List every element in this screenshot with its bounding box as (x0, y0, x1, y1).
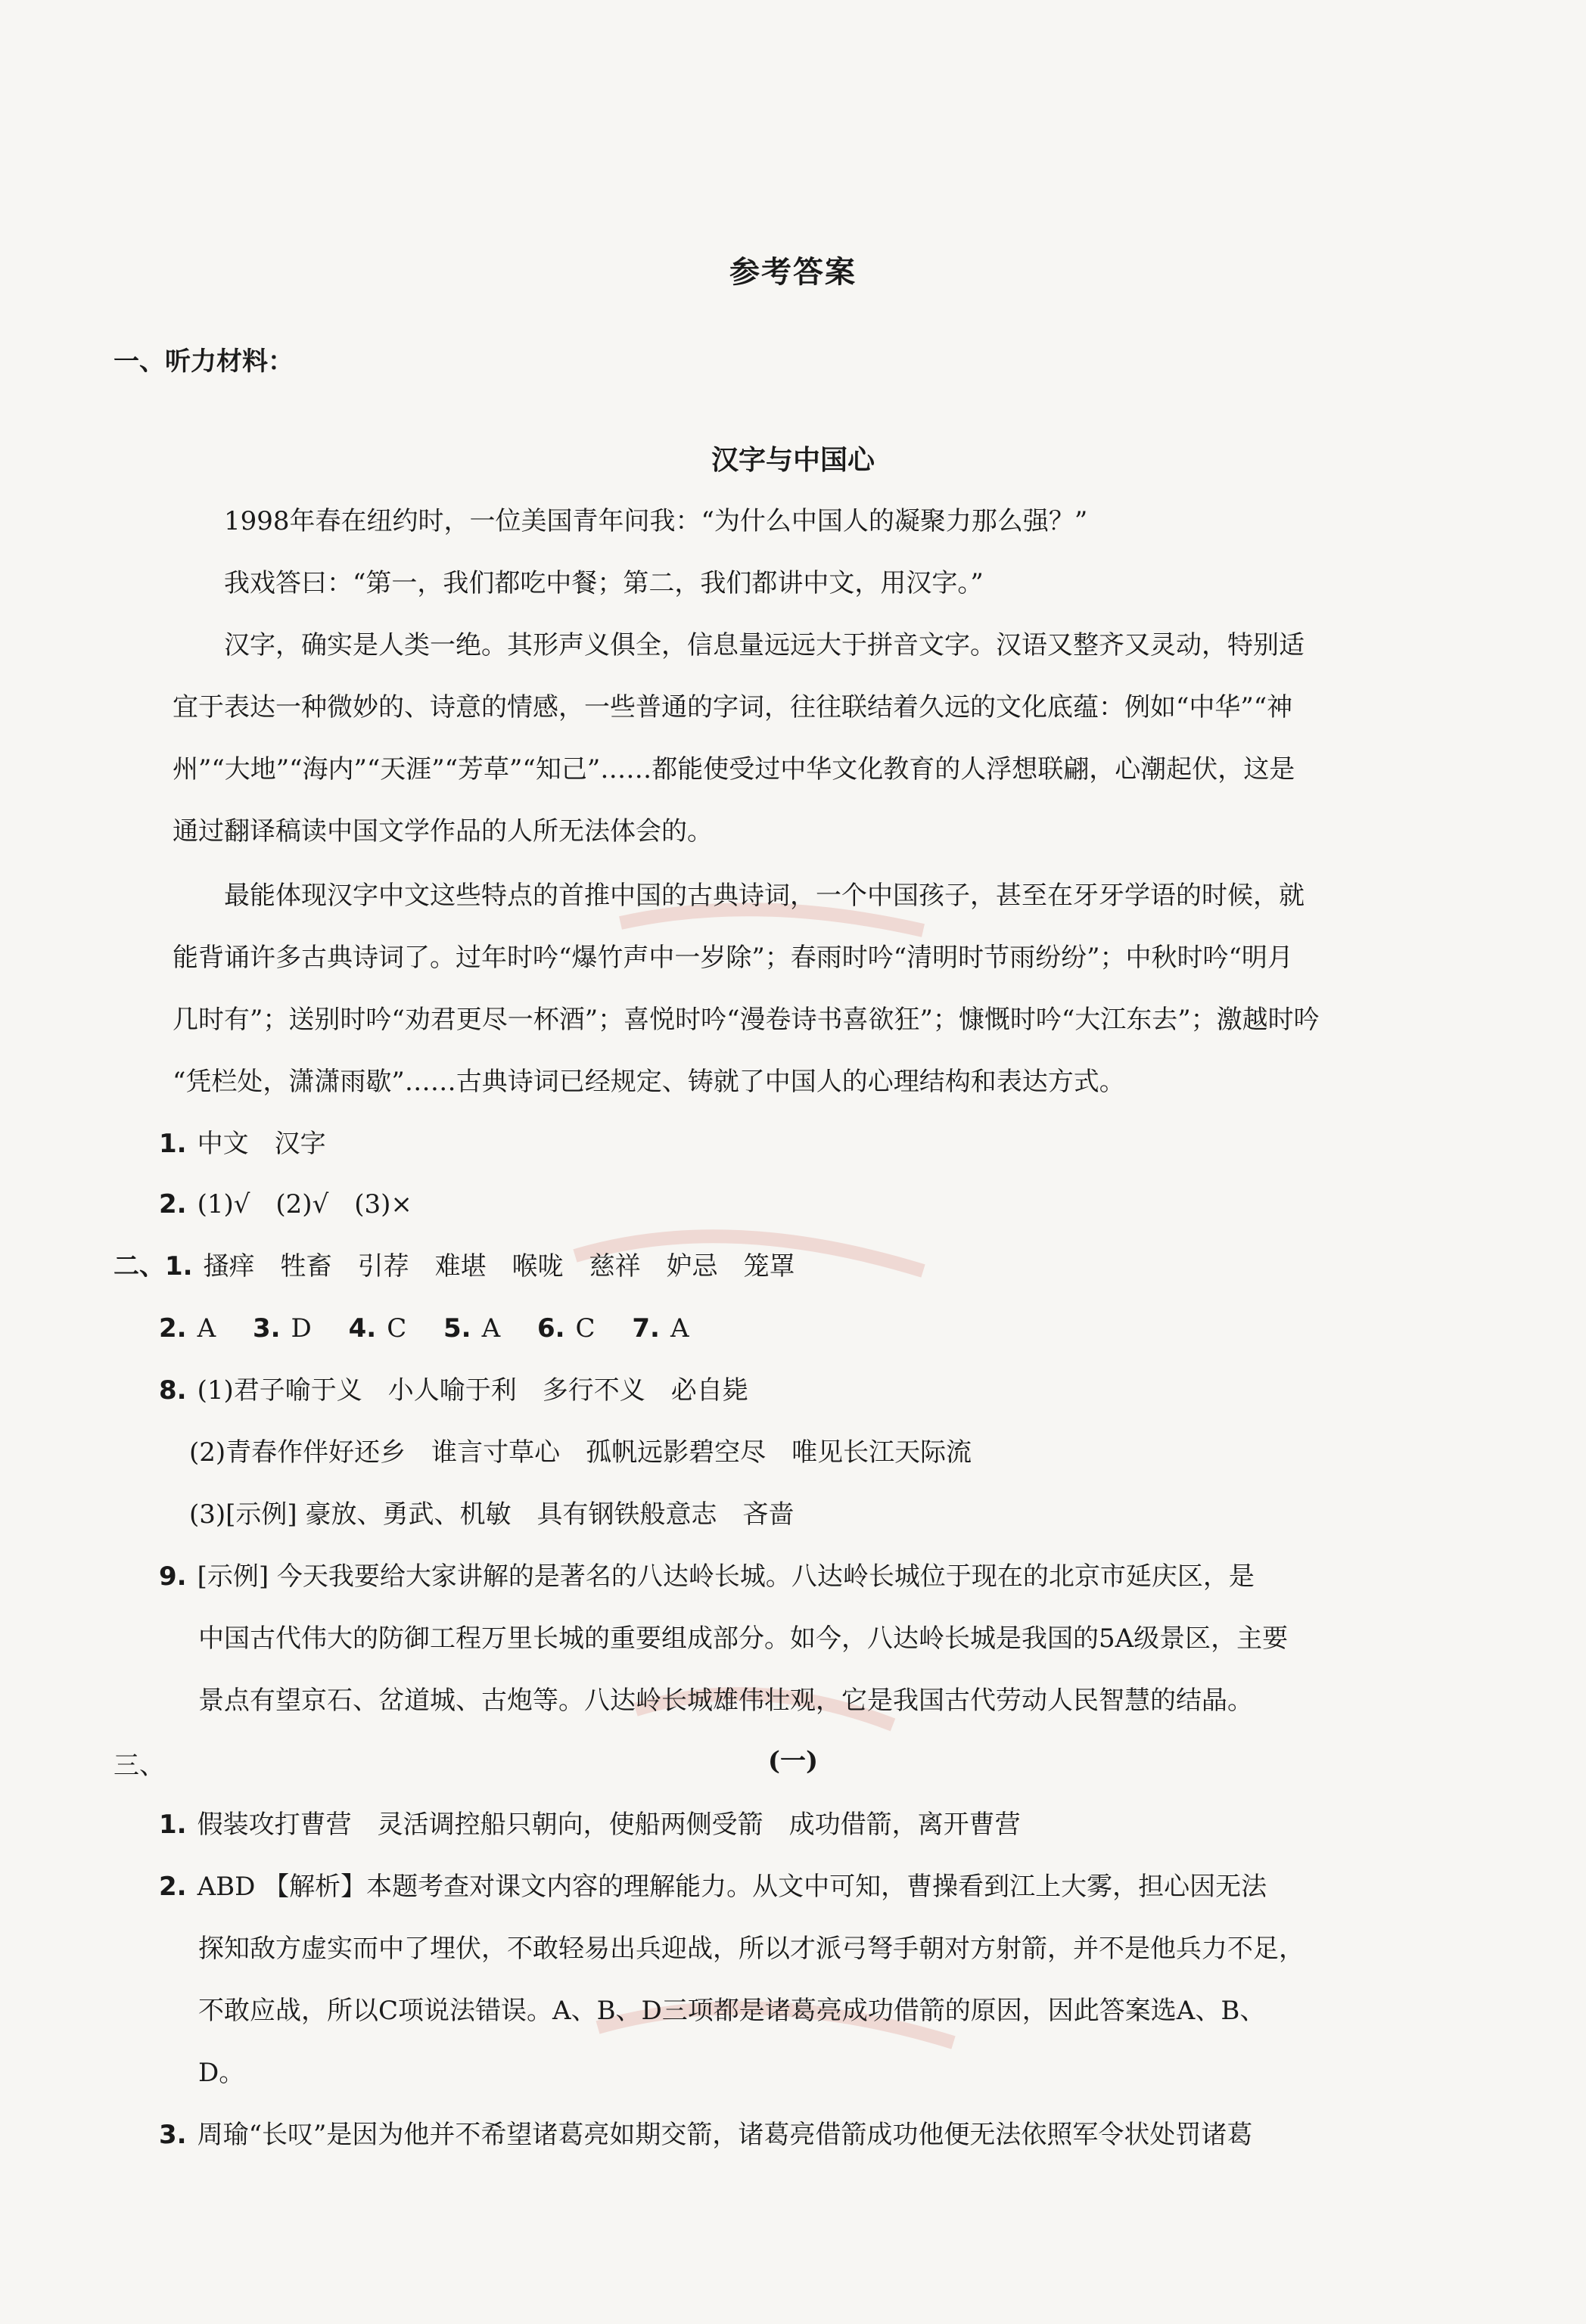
section-1-label: 一、听力材料： (114, 346, 294, 377)
answer-text: 周瑜“长叹”是因为他并不希望诸葛亮如期交箭，诸葛亮借箭成功他便无法依照军令状处罚诸葛 (197, 2120, 1253, 2150)
article-title: 汉字与中国心 (711, 445, 875, 476)
answer-item (159, 1372, 748, 1409)
question-number: 1. (165, 1251, 193, 1282)
article-line: 通过翻译稿读中国文学作品的人所无法体会的。 (173, 816, 713, 847)
section-3-label: 三、 (114, 1751, 165, 1781)
answer-item (114, 1248, 795, 1285)
answer-text: C (387, 1313, 407, 1344)
page-title: 参考答案 (729, 255, 857, 290)
answer-text: D。 (198, 2058, 245, 2088)
question-number: 4. (348, 1313, 377, 1344)
answer-text: 不敢应战，所以C项说法错误。A、B、D三项都是诸葛亮成功借箭的原因，因此答案选A、B、 (198, 1996, 1266, 2026)
answer-text: 探知敌方虚实而中了埋伏，不敢轻易出兵迎战，所以才派弓弩手朝对方射箭，并不是他兵力不足， (198, 1934, 1305, 1964)
answer-text: A (670, 1313, 689, 1344)
section-2-label: 二、 (114, 1251, 165, 1282)
answer-text: ABD 【解析】本题考查对课文内容的理解能力。从文中可知，曹操看到江上大雾，担心因无法 (197, 1872, 1267, 1902)
article-line: 汉字，确实是人类一绝。其形声义俱全，信息量远远大于拼音文字。汉语又整齐又灵动，特别适 (224, 630, 1305, 660)
question-number: 6. (536, 1313, 565, 1344)
question-number: 9. (159, 1561, 187, 1592)
answer-text: A (197, 1313, 216, 1344)
question-number: 2. (159, 1872, 187, 1902)
answer-text: (3)[示例] 豪放、勇武、机敏 具有钢铁般意志 吝啬 (189, 1499, 795, 1530)
answer-item (159, 2117, 1252, 2153)
answer-text: 中文 汉字 (197, 1129, 326, 1159)
article-line: 州”“大地”“海内”“天涯”“芳草”“知己”……都能使受过中华文化教育的人浮想联翩，心潮起伏，这是 (173, 754, 1295, 785)
answer-item (159, 1186, 412, 1223)
answer-text: [示例] 今天我要给大家讲解的是著名的八达岭长城。八达岭长城位于现在的北京市延庆区，是 (197, 1561, 1255, 1592)
answer-text: 景点有望京石、岔道城、古炮等。八达岭长城雄伟壮观，它是我国古代劳动人民智慧的结晶。 (198, 1686, 1253, 1716)
answer-text: 中国古代伟大的防御工程万里长城的重要组成部分。如今，八达岭长城是我国的5A级景区，主要 (198, 1623, 1289, 1654)
question-number: 3. (159, 2120, 187, 2150)
question-number: 1. (159, 1129, 187, 1159)
question-number: 3. (252, 1313, 281, 1344)
article-line: 宜于表达一种微妙的、诗意的情感，一些普通的字词，往往联结着久远的文化底蕴：例如“中华”“神 (173, 692, 1293, 722)
article-paragraph: 1998年春在纽约时，一位美国青年问我：“为什么中国人的凝聚力那么强？” (224, 506, 1088, 536)
answer-item (159, 1558, 1255, 1595)
answer-text: (1)√ (2)√ (3)× (197, 1189, 412, 1219)
question-number: 8. (159, 1375, 187, 1406)
question-number: 2. (159, 1189, 187, 1219)
article-line: 几时有”；送别时吟“劝君更尽一杯酒”；喜悦时吟“漫卷诗书喜欲狂”；慷慨时吟“大江东去”；激越时吟 (173, 1005, 1320, 1035)
answer-text: (2)青春作伴好还乡 谁言寸草心 孤帆远影碧空尽 唯见长江天际流 (189, 1437, 972, 1468)
article-line: 能背诵许多古典诗词了。过年时吟“爆竹声中一岁除”；春雨时吟“清明时节雨纷纷”；中秋时吟“明月 (173, 943, 1293, 973)
answer-text: D (291, 1313, 312, 1344)
answer-text: 假装攻打曹营 灵活调控船只朝向，使船两侧受箭 成功借箭，离开曹营 (197, 1810, 1021, 1840)
question-number: 7. (632, 1313, 660, 1344)
article-paragraph: 我戏答曰：“第一，我们都吃中餐；第二，我们都讲中文，用汉字。” (224, 568, 984, 598)
answer-text: C (575, 1313, 596, 1344)
article-line: 最能体现汉字中文这些特点的首推中国的古典诗词，一个中国孩子，甚至在牙牙学语的时候，就 (224, 881, 1305, 911)
answer-text: A (481, 1313, 501, 1344)
question-number: 2. (159, 1313, 187, 1344)
question-number: 5. (443, 1313, 471, 1344)
choice-answers (159, 1310, 689, 1347)
article-line: “凭栏处，潇潇雨歇”……古典诗词已经规定、铸就了中国人的心理结构和表达方式。 (173, 1067, 1125, 1097)
answer-item (159, 1869, 1267, 1905)
question-number: 1. (159, 1810, 187, 1840)
answer-text: (1)君子喻于义 小人喻于利 多行不义 必自毙 (197, 1375, 748, 1406)
answer-item (159, 1126, 326, 1162)
part-heading: (一) (767, 1746, 819, 1776)
answer-item (159, 1807, 1021, 1843)
answer-text: 搔痒 牲畜 引荐 难堪 喉咙 慈祥 妒忌 笼罩 (203, 1251, 795, 1282)
